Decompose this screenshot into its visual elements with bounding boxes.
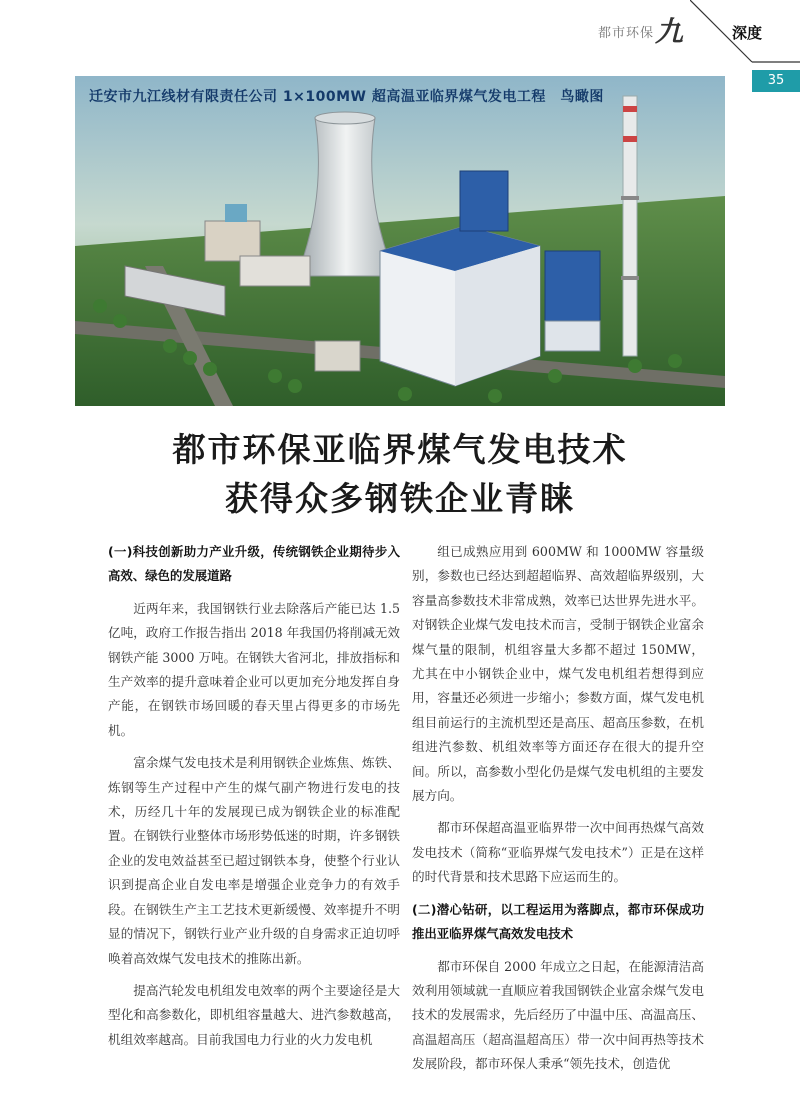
paragraph: 组已成熟应用到 600MW 和 1000MW 容量级别，参数也已经达到超超临界、高效超临界级别，大容量高参数技术非常成熟，效率已达世界先进水平。对钢铁企业煤气发电技术而言，受制于钢铁企业富余煤气量的限制，机组容量大多都不超过 150MW，尤其在中小钢铁企业中，煤气发电机组若想得到应用，容量还必须进一步缩小；参数方面，煤气发电机组目前运行的主流机型还是高压、超高压参数，在机组进汽参数、机组效率等方面还存在很大的提升空间。所以，高参数小型化仍是煤气发电机组的主要发展方向。 — [412, 544, 704, 804]
hero-image — [75, 76, 725, 406]
section-label: 深度 — [732, 24, 763, 42]
paragraph: 富余煤气发电技术是利用钢铁企业炼焦、炼铁、炼钢等生产过程中产生的煤气副产物进行发电的技术，历经几十年的发展现已成为钢铁企业的标准配置。在钢铁行业整体市场形势低迷的时期，许多钢铁企业的发电效益甚至已超过钢铁本身，使整个行业认识到提高企业自发电率是增强企业竞争力的有效手段。在钢铁生产主工艺技术更新缓慢、效率提升不明显的情况下，钢铁行业产业升级的自身需求正迫切呼唤着高效煤气发电技术的推陈出新。 — [108, 755, 400, 966]
paragraph: 都市环保自 2000 年成立之日起，在能源清洁高效利用领域就一直顺应着我国钢铁企业富余煤气发电技术的发展需求，先后经历了中温中压、高温高压、高温超高压（超高温超高压）带一次中间再热等技术发展阶段，都市环保人秉承“领先技术，创造优 — [412, 958, 704, 1072]
paragraph: 提高汽轮发电机组发电效率的两个主要途径是大型化和高参数化，即机组容量越大、进汽参数越高，机组效率越高。目前我国电力行业的火力发电机 — [108, 982, 400, 1047]
paragraph: 近两年来，我国钢铁行业去除落后产能已达 1.5 亿吨，政府工作报告指出 2018 年我国仍将削减无效钢铁产能 3000 万吨。在钢铁大省河北，排放指标和生产效率的提升意味着企业可以更加充分地发挥自身产能，在钢铁市场回暖的春天里占得更多的市场先机。 — [108, 600, 400, 738]
article-title-line1: 都市环保亚临界煤气发电技术 — [172, 430, 628, 469]
left-column — [108, 540, 400, 1052]
hero-caption: 迁安市九江线材有限责任公司 1×100MW 超高温亚临界煤气发电工程 鸟瞰图 — [89, 89, 604, 105]
header-brand: 都市环保 — [598, 26, 655, 41]
page-number: 35 — [752, 70, 800, 92]
section-heading-2: (二)潜心钻研，以工程运用为落脚点，都市环保成功推出亚临界煤气高效发电技术 — [412, 901, 704, 942]
power-plant-illustration — [75, 76, 725, 406]
paragraph: 都市环保超高温亚临界带一次中间再热煤气高效发电技术（简称“亚临界煤气发电技术”）正是在这样的时代背景和技术思路下应运而生的。 — [412, 820, 704, 885]
article-title-line2: 获得众多钢铁企业青睐 — [225, 479, 575, 518]
section-heading-1: (一)科技创新助力产业升级，传统钢铁企业期待步入高效、绿色的发展道路 — [108, 544, 400, 584]
right-column — [412, 540, 704, 1077]
magazine-logo: 九 — [655, 15, 684, 48]
